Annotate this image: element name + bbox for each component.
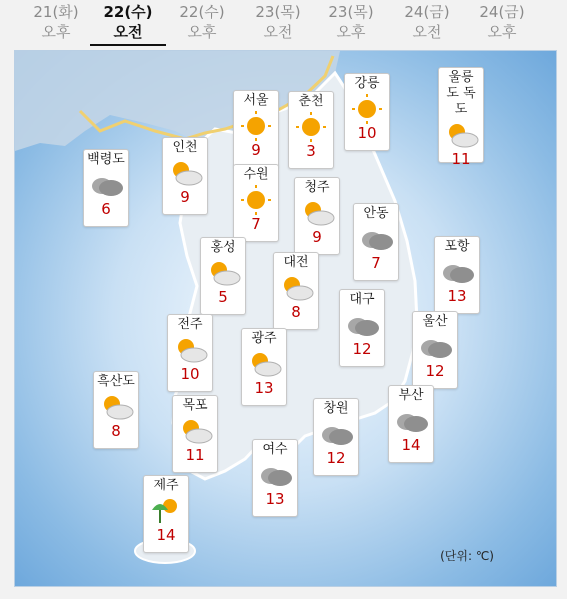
tab-part: 오전 (412, 23, 442, 41)
cloudy-icon (356, 224, 396, 254)
tab-day: 24(금) (404, 3, 450, 21)
temperature: 5 (218, 288, 228, 306)
temperature: 10 (357, 124, 377, 142)
temperature: 3 (306, 142, 316, 160)
city-card-daejeon (273, 252, 319, 330)
temperature: 11 (451, 150, 471, 168)
temperature: 12 (352, 340, 372, 358)
city-card-suwon (233, 164, 279, 242)
city-card-jeonju (167, 314, 213, 392)
tab-24-pm[interactable] (464, 2, 540, 46)
tab-day: 22(수) (103, 3, 153, 21)
city-name: 포항 (444, 239, 470, 254)
temperature: 9 (180, 188, 190, 206)
tab-day: 21(화) (33, 3, 79, 21)
tab-part: 오후 (187, 23, 217, 41)
sun-icon (347, 94, 387, 124)
city-card-gwangju (241, 328, 287, 406)
temperature: 13 (447, 287, 467, 305)
city-name: 대전 (283, 255, 309, 270)
city-name: 청주 (304, 180, 330, 195)
tab-22-am[interactable] (90, 2, 166, 46)
city-card-hongseong (200, 237, 246, 315)
temperature: 9 (251, 141, 261, 159)
temperature: 12 (425, 362, 445, 380)
cloudy-icon (342, 310, 382, 340)
tab-23-pm[interactable] (313, 2, 389, 46)
cloudy-icon (391, 406, 431, 436)
tab-part: 오후 (336, 23, 366, 41)
tab-23-am[interactable] (240, 2, 316, 46)
sun-icon (236, 185, 276, 215)
unit-label: (단위: ℃) (440, 549, 494, 563)
city-name: 전주 (177, 317, 203, 332)
tab-part: 오후 (487, 23, 517, 41)
temperature: 9 (312, 228, 322, 246)
temperature: 7 (371, 254, 381, 272)
temperature: 14 (401, 436, 421, 454)
city-name: 홍성 (210, 240, 236, 255)
sun-icon (236, 111, 276, 141)
city-card-changwon (313, 398, 359, 476)
temperature: 8 (291, 303, 301, 321)
cloudy-icon (437, 257, 477, 287)
city-name: 인천 (172, 140, 198, 155)
city-card-busan (388, 385, 434, 463)
city-card-chuncheon (288, 91, 334, 169)
city-name: 제주 (153, 478, 179, 493)
city-card-pohang (434, 236, 480, 314)
temperature: 13 (265, 490, 285, 508)
partly-cloudy-icon (175, 416, 215, 446)
city-name: 창원 (323, 401, 349, 416)
partly-cloudy-icon (203, 258, 243, 288)
city-name: 대구 (349, 292, 375, 307)
temperature: 10 (180, 365, 200, 383)
temperature: 8 (111, 422, 121, 440)
city-card-andong (353, 203, 399, 281)
cloudy-icon (316, 419, 356, 449)
sun-icon (291, 112, 331, 142)
temperature: 11 (185, 446, 205, 464)
partly-cloudy-icon (244, 349, 284, 379)
city-card-jeju (143, 475, 189, 553)
temperature: 13 (254, 379, 274, 397)
city-name: 흑산도 (97, 374, 135, 389)
city-card-baengnyeongdo (83, 149, 129, 227)
tab-22-pm[interactable] (164, 2, 240, 46)
city-name: 울릉도 독도 (446, 70, 476, 117)
tab-day: 24(금) (479, 3, 525, 21)
tab-24-am[interactable] (389, 2, 465, 46)
city-card-yeosu (252, 439, 298, 517)
city-card-ulleungdo (438, 67, 484, 168)
city-name: 여수 (262, 442, 288, 457)
tab-21-pm[interactable] (18, 2, 94, 46)
city-name: 울산 (422, 314, 448, 329)
tab-part: 오전 (263, 23, 293, 41)
city-name: 서울 (243, 93, 269, 108)
partly-cloudy-icon (165, 158, 205, 188)
city-name: 광주 (251, 331, 277, 346)
city-card-seoul (233, 90, 279, 168)
city-card-incheon (162, 137, 208, 215)
tab-day: 22(수) (179, 3, 225, 21)
city-card-mokpo (172, 395, 218, 473)
cloudy-icon (415, 332, 455, 362)
tab-part: 오후 (41, 23, 71, 41)
partly-cloudy-icon (297, 198, 337, 228)
city-name: 춘천 (298, 94, 324, 109)
period-tabs (0, 0, 567, 48)
partly-cloudy-icon (276, 273, 316, 303)
tab-day: 23(목) (255, 3, 301, 21)
tab-day: 23(목) (328, 3, 374, 21)
cloudy-icon (255, 460, 295, 490)
city-name: 백령도 (87, 152, 125, 167)
weather-map (14, 50, 557, 587)
sun-umbrella-icon (146, 496, 186, 526)
tab-part: 오전 (113, 23, 143, 41)
city-name: 목포 (182, 398, 208, 413)
partly-cloudy-icon (96, 392, 136, 422)
temperature: 6 (101, 200, 111, 218)
temperature: 7 (251, 215, 261, 233)
city-name: 안동 (363, 206, 389, 221)
city-card-ulsan (412, 311, 458, 389)
city-card-cheongju (294, 177, 340, 255)
partly-cloudy-icon (441, 120, 481, 150)
city-name: 부산 (398, 388, 424, 403)
temperature: 12 (326, 449, 346, 467)
city-card-gangneung (344, 73, 390, 151)
partly-cloudy-icon (170, 335, 210, 365)
city-card-heuksando (93, 371, 139, 449)
city-name: 강릉 (354, 76, 380, 91)
city-card-daegu (339, 289, 385, 367)
temperature: 14 (156, 526, 176, 544)
cloudy-icon (86, 170, 126, 200)
city-name: 수원 (243, 167, 269, 182)
